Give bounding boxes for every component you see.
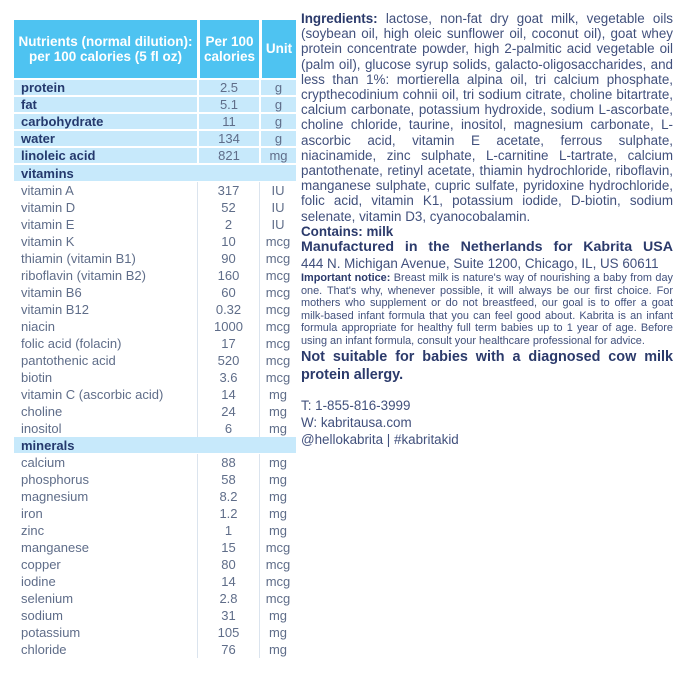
nutrient-unit-cell: mcg (259, 352, 296, 369)
nutrient-unit-cell: mg (259, 505, 296, 522)
nutrient-name-cell: folic acid (folacin) (21, 336, 122, 351)
nutrient-value-cell: 88 (197, 454, 259, 471)
table-row (14, 199, 296, 216)
nutrient-unit-cell: IU (259, 216, 296, 233)
nutrient-value-cell: 134 (197, 131, 259, 146)
table-row (14, 590, 296, 607)
nutrient-name-cell: choline (21, 404, 63, 419)
table-row (14, 403, 296, 420)
nutrient-value-cell: 14 (197, 573, 259, 590)
section-header-vitamins: vitamins (14, 165, 296, 182)
table-row (14, 522, 296, 539)
table-row (14, 216, 296, 233)
nutrient-unit-cell: mcg (259, 318, 296, 335)
nutrient-name-cell: water (21, 131, 55, 146)
column-header-nutrients: Nutrients (normal dilution): per 100 calories (5 fl oz) (18, 33, 193, 64)
nutrient-unit-cell: mg (259, 607, 296, 624)
ingredients-text: lactose, non-fat dry goat milk, vegetable oils (soybean oil, high oleic sunflower oil, coconut oil), goat whey protein concentrate powder, high 2-palmitic acid vegetable oil (palm oil), glucose syrup solids, galacto-oligosaccharides, and less than 1%: mortierella alpina oil, tri calcium phosphate, crypthecodinium cohnii oil, tri sodium citrate, choline bitartrate, calcium carbonate, potassium hydroxide, sodium L-ascorbate, choline chloride, taurine, inositol, magnesium carbonate, L-ascorbic acid, vitamin E acetate, ferrous sulphate, niacinamide, zinc sulphate, L-carnitine L-tartrate, calcium pantothenate, retinyl acetate, thiamin hydrochloride, riboflavin, manganese sulphate, cupric sulfate, pyridoxine hydrochloride, folic acid, vitamin K1, potassium iodide, D-biotin, sodium selenate, vitamin D3, cyanocobalamin. (301, 11, 673, 224)
nutrient-value-cell: 317 (197, 182, 259, 199)
table-row (14, 352, 296, 369)
table-row (14, 318, 296, 335)
nutrient-name-cell: protein (21, 80, 66, 95)
nutrient-name-cell: inositol (21, 421, 62, 436)
nutrient-value-cell: 3.6 (197, 369, 259, 386)
nutrient-value-cell: 60 (197, 284, 259, 301)
nutrient-unit-cell: mcg (259, 573, 296, 590)
nutrient-value-cell: 520 (197, 352, 259, 369)
nutrient-unit-cell: mcg (259, 250, 296, 267)
table-row (14, 369, 296, 386)
nutrient-unit-cell: mg (259, 471, 296, 488)
table-row (14, 641, 296, 658)
important-notice-text: Breast milk is nature's way of nourishing a baby from day one. That's why, whenever possible, it will always be our first choice. For mothers who supplement or do not breastfeed, our goal is to offer a goat milk-based infant formula that you can feel good about. Kabrita is an infant formula appropriate for healthy full term babies up to 1 year of age. Before using an infant formula, consult your healthcare professional for advice. (301, 272, 673, 348)
contact-phone: T: 1-855-816-3999 (301, 397, 411, 413)
nutrient-value-cell: 2.5 (197, 80, 259, 95)
nutrient-value-cell: 76 (197, 641, 259, 658)
nutrient-value-cell: 14 (197, 386, 259, 403)
nutrient-unit-cell: mcg (259, 233, 296, 250)
table-row (14, 233, 296, 250)
table-row (14, 335, 296, 352)
nutrient-unit-cell: mcg (259, 369, 296, 386)
important-notice-label: Important notice: (301, 272, 391, 285)
nutrient-name-cell: zinc (21, 523, 45, 538)
nutrient-unit-cell: mcg (259, 284, 296, 301)
table-row (14, 573, 296, 590)
ingredients-label: Ingredients: (301, 11, 378, 26)
nutrient-name-cell: manganese (21, 540, 89, 555)
column-header-per-100-calories: Per 100 calories (197, 20, 259, 78)
nutrient-name-cell: iodine (21, 574, 56, 589)
nutrient-name-cell: riboflavin (vitamin B2) (21, 268, 146, 283)
column-header-unit: Unit (259, 20, 296, 78)
table-body (14, 80, 296, 658)
nutrient-value-cell: 6 (197, 420, 259, 437)
nutrient-name-cell: pantothenic acid (21, 353, 116, 368)
nutrient-value-cell: 1000 (197, 318, 259, 335)
nutrition-table (14, 20, 296, 658)
nutrient-name-cell: iron (21, 506, 43, 521)
table-row (14, 556, 296, 573)
table-row (14, 539, 296, 556)
contact-website: W: kabritausa.com (301, 414, 412, 430)
table-row (14, 284, 296, 301)
nutrient-unit-cell: mg (259, 624, 296, 641)
nutrient-unit-cell: mg (259, 386, 296, 403)
nutrient-value-cell: 52 (197, 199, 259, 216)
table-header (14, 20, 296, 80)
nutrient-name-cell: vitamin B6 (21, 285, 82, 300)
nutrient-unit-cell: mg (259, 420, 296, 437)
table-row (14, 114, 296, 131)
nutrient-unit-cell: mcg (259, 267, 296, 284)
nutrient-unit-cell: mg (259, 522, 296, 539)
nutrient-value-cell: 0.32 (197, 301, 259, 318)
nutrient-unit-cell: mcg (259, 590, 296, 607)
table-row (14, 250, 296, 267)
table-row (14, 488, 296, 505)
table-row (14, 267, 296, 284)
nutrient-unit-cell: mg (259, 488, 296, 505)
nutrient-unit-cell: g (259, 114, 296, 129)
nutrient-value-cell: 8.2 (197, 488, 259, 505)
nutrient-name-cell: vitamin B12 (21, 302, 89, 317)
table-row (14, 97, 296, 114)
table-row (14, 624, 296, 641)
nutrient-name-cell: chloride (21, 642, 67, 657)
nutrient-value-cell: 105 (197, 624, 259, 641)
nutrient-name-cell: carbohydrate (21, 114, 104, 129)
nutrient-name-cell: phosphorus (21, 472, 89, 487)
nutrient-value-cell: 90 (197, 250, 259, 267)
nutrient-unit-cell: g (259, 80, 296, 95)
label-text-column (301, 11, 673, 448)
nutrient-name-cell: niacin (21, 319, 55, 334)
contact-social: @hellokabrita | #kabritakid (301, 431, 459, 447)
table-row (14, 454, 296, 471)
nutrient-name-cell: calcium (21, 455, 66, 470)
nutrient-name-cell: vitamin C (ascorbic acid) (21, 387, 164, 402)
table-row (14, 301, 296, 318)
section-header-minerals: minerals (14, 437, 296, 454)
important-notice-paragraph (301, 272, 673, 348)
nutrient-value-cell: 5.1 (197, 97, 259, 112)
table-row (14, 471, 296, 488)
table-row (14, 80, 296, 97)
nutrient-value-cell: 15 (197, 539, 259, 556)
manufacturer-address: 444 N. Michigan Avenue, Suite 1200, Chicago, IL, US 60611 (301, 256, 659, 272)
nutrient-unit-cell: mcg (259, 539, 296, 556)
nutrient-name-cell: vitamin D (21, 200, 76, 215)
table-row (14, 386, 296, 403)
table-row (14, 607, 296, 624)
nutrient-value-cell: 160 (197, 267, 259, 284)
table-row (14, 148, 296, 165)
nutrient-unit-cell: mg (259, 148, 296, 163)
nutrient-value-cell: 31 (197, 607, 259, 624)
nutrient-unit-cell: g (259, 131, 296, 146)
nutrient-name-cell: magnesium (21, 489, 89, 504)
nutrient-name-cell: selenium (21, 591, 74, 606)
nutrient-name-cell: biotin (21, 370, 53, 385)
nutrient-name-cell: vitamin K (21, 234, 75, 249)
nutrient-name-cell: fat (21, 97, 37, 112)
nutrient-unit-cell: IU (259, 199, 296, 216)
nutrient-name-cell: thiamin (vitamin B1) (21, 251, 136, 266)
nutrient-value-cell: 821 (197, 148, 259, 163)
nutrient-value-cell: 58 (197, 471, 259, 488)
table-row (14, 420, 296, 437)
nutrient-name-cell: linoleic acid (21, 148, 96, 163)
nutrient-value-cell: 17 (197, 335, 259, 352)
manufactured-for-line: Manufactured in the Netherlands for Kabrita USA (301, 239, 673, 256)
nutrient-name-cell: vitamin A (21, 183, 74, 198)
nutrient-value-cell: 2.8 (197, 590, 259, 607)
nutrient-unit-cell: mcg (259, 335, 296, 352)
nutrient-unit-cell: mg (259, 454, 296, 471)
nutrient-unit-cell: mg (259, 403, 296, 420)
table-row (14, 182, 296, 199)
contains-statement: Contains: milk (301, 223, 394, 239)
ingredients-paragraph (301, 11, 673, 224)
nutrient-name-cell: vitamin E (21, 217, 75, 232)
nutrient-value-cell: 2 (197, 216, 259, 233)
nutrient-unit-cell: mg (259, 641, 296, 658)
nutrient-name-cell: copper (21, 557, 61, 572)
nutrient-unit-cell: mcg (259, 301, 296, 318)
table-row (14, 505, 296, 522)
nutrient-name-cell: sodium (21, 608, 63, 623)
nutrient-value-cell: 80 (197, 556, 259, 573)
nutrient-value-cell: 11 (197, 114, 259, 129)
nutrient-value-cell: 24 (197, 403, 259, 420)
nutrient-value-cell: 10 (197, 233, 259, 250)
table-row (14, 131, 296, 148)
nutrient-unit-cell: g (259, 97, 296, 112)
nutrient-name-cell: potassium (21, 625, 81, 640)
nutrient-unit-cell: mcg (259, 556, 296, 573)
contact-block (301, 397, 673, 448)
nutrient-value-cell: 1.2 (197, 505, 259, 522)
allergy-warning: Not suitable for babies with a diagnosed cow milk protein allergy. (301, 348, 673, 383)
nutrient-value-cell: 1 (197, 522, 259, 539)
nutrient-unit-cell: IU (259, 182, 296, 199)
